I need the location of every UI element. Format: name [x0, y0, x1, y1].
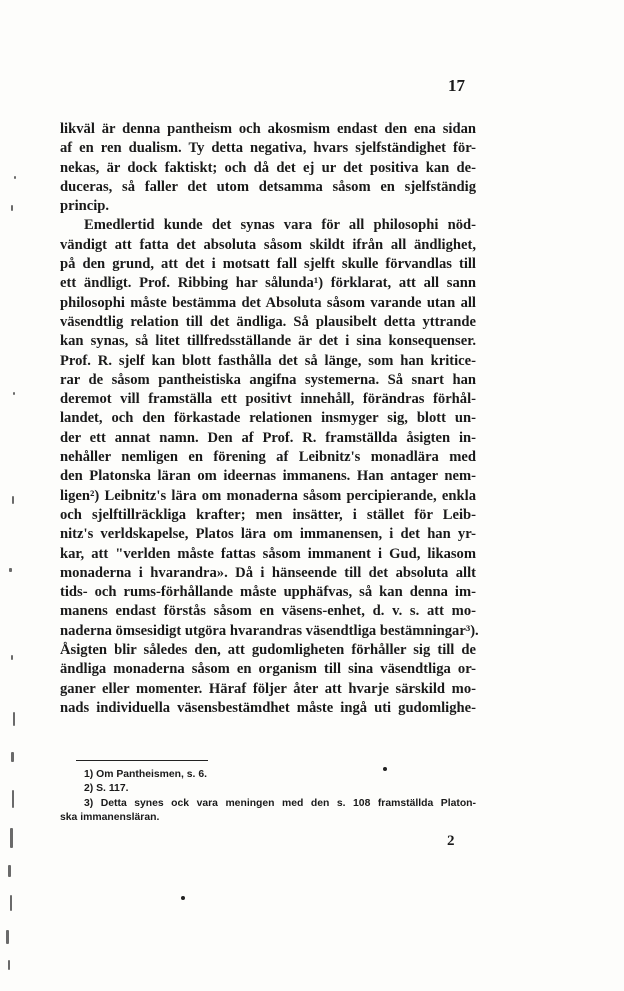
scan-speck: [13, 712, 15, 726]
scan-speck: [14, 176, 16, 179]
text-line: Prof. R. sjelf kan blott fasthålla det så länge, som han kritice-: [60, 352, 476, 369]
text-line: och sjelftillräckliga krafter; men insätter, i stället för Leib-: [60, 506, 476, 523]
text-line: manens endast förstås såsom en väsens-enhet, d. v. s. att mo-: [60, 603, 476, 620]
footnote-line: ska immanensläran.: [60, 812, 160, 824]
text-line: nehåller nemligen en förening af Leibnitz's monadlära med: [60, 449, 476, 466]
page-number: 17: [448, 76, 465, 95]
scan-speck: [9, 568, 12, 572]
text-line: väsendtlig relation till det ändliga. Så plausibelt detta yttrande: [60, 313, 476, 330]
text-line: nads individuella väsensbestämdhet måste ingå uti gudomlighe-: [60, 699, 476, 716]
text-line: ganer eller momenter. Häraf följer åter att hvarje särskild mo-: [60, 680, 476, 697]
footnote-line: 1) Om Pantheismen, s. 6.: [84, 769, 207, 780]
scan-speck: [11, 205, 13, 211]
text-line: af en ren dualism. Ty detta negativa, hvars sjelfständighet för-: [60, 140, 476, 157]
scan-speck: [8, 865, 11, 877]
text-line: likväl är denna pantheism och akosmism endast den ena sidan: [60, 121, 476, 137]
scan-speck: [10, 828, 13, 848]
text-line: deremot vill framställa ett positivt innehåll, förändras förhål-: [60, 391, 476, 408]
text-line: på den grund, att det i motsatt fall sjelft skulle förvandlas till: [60, 256, 476, 273]
signature-mark: 2: [447, 833, 455, 849]
text-line: ett ändligt. Prof. Ribbing har sålunda¹) förklarat, att all sann: [60, 275, 476, 292]
scan-speck: [12, 496, 14, 504]
footnote-divider: [76, 760, 208, 761]
scan-speck: [6, 930, 9, 944]
scan-speck: [12, 790, 14, 808]
text-line: der ett annat namn. Den af Prof. R. framställda åsigten in-: [60, 429, 476, 446]
footnote-line: 2) S. 117.: [84, 783, 129, 795]
scan-speck: [13, 392, 15, 395]
text-line: kar, att "verlden måste fattas såsom immanent i Gud, likasom: [60, 545, 476, 562]
ink-speck: [181, 896, 185, 900]
text-line: nekas, är dock faktiskt; och då det ej ur det positiva kan de-: [60, 159, 476, 176]
text-line: princip.: [60, 198, 110, 215]
text-line: philosophi måste bestämma det Absoluta såsom varande utan all: [60, 294, 476, 311]
text-line: ligen²) Leibnitz's lära om monaderna såsom percipierande, enkla: [60, 487, 476, 504]
scan-speck: [11, 752, 14, 762]
text-line: Åsigten blir således den, att gudomligheten förhåller sig till de: [60, 642, 476, 659]
scan-speck: [11, 655, 13, 660]
text-line: den Platonska läran om ideernas immanens. Han antager nem-: [60, 468, 476, 485]
text-line: Emedlertid kunde det synas vara för all philosophi nöd-: [84, 217, 476, 234]
text-line: vändigt att fatta det absoluta såsom skildt ifrån all ändlighet,: [60, 236, 476, 253]
footnotes: [60, 768, 476, 826]
scan-speck: [8, 960, 10, 970]
text-line: landet, och den förkastade relationen insmyger sig, blott un-: [60, 410, 476, 427]
text-line: kan synas, så litet tillfredsställande är det i sina konsequenser.: [60, 333, 476, 350]
ink-speck: [383, 767, 387, 771]
text-line: monaderna i hvarandra». Då i hänseende till det absoluta allt: [60, 564, 476, 581]
text-line: duceras, så faller det utom detsamma såsom en sjelfständig: [60, 178, 476, 195]
text-line: rar de såsom pantheistiska angifna systemerna. Så snart han: [60, 371, 476, 388]
footnote-line: 3) Detta synes ock vara meningen med den s. 108 framställda Platon-: [84, 797, 476, 809]
text-line: naderna ömsesidigt utgöra hvarandras väsendtliga bestämningar³).: [60, 622, 479, 639]
text-line: nitz's verldskapelse, Platos lära om immanensen, i det han yr-: [60, 526, 476, 543]
body-text: [60, 120, 479, 718]
text-line: tids- och rums-förhållande måste upphäfvas, så kan denna im-: [60, 584, 476, 601]
text-line: ändliga monaderna såsom en organism till sina väsendtliga or-: [60, 661, 476, 678]
scan-speck: [10, 895, 12, 911]
